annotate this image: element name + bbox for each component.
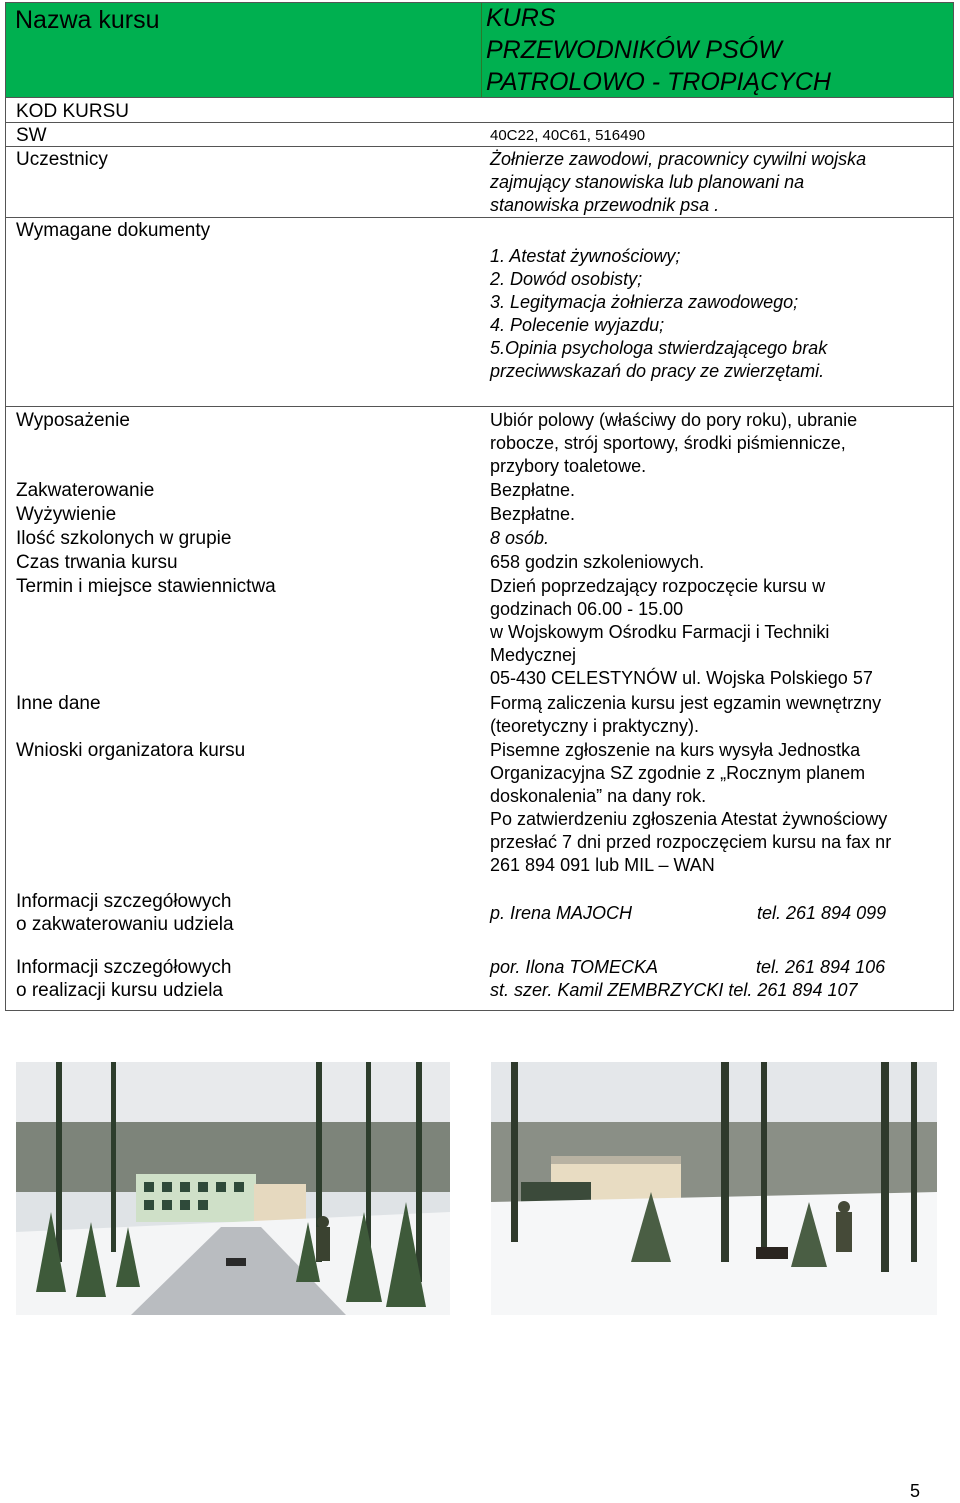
document-item: 4. Polecenie wyjazdu; bbox=[490, 315, 665, 335]
row-divider bbox=[5, 122, 954, 123]
requests-line: 261 894 091 lub MIL – WAN bbox=[490, 855, 715, 875]
equipment-value bbox=[490, 409, 857, 478]
course-info-line: Informacji szczegółowych bbox=[16, 957, 232, 978]
row-divider bbox=[5, 217, 954, 218]
requests-line bbox=[490, 762, 891, 785]
accommodation-info-label bbox=[16, 890, 234, 936]
course-name-cell bbox=[6, 3, 482, 97]
sw-value: 40C22, 40C61, 516490 bbox=[490, 127, 646, 144]
course-title-line: PRZEWODNIKÓW PSÓW bbox=[486, 36, 782, 64]
date-place-line: w Wojskowym Ośrodku Farmacji i Techniki bbox=[490, 622, 830, 642]
required-documents-list bbox=[490, 245, 827, 383]
accommodation-info-line: o zakwaterowaniu udziela bbox=[16, 914, 234, 935]
accommodation-contact bbox=[490, 902, 886, 925]
course-contacts bbox=[490, 956, 885, 1002]
document-item: przeciwwskazań do pracy ze zwierzętami. bbox=[490, 361, 825, 381]
requests-text: Organizacyjna SZ zgodnie z bbox=[490, 763, 721, 783]
row-divider bbox=[5, 406, 954, 407]
training-photo-forest bbox=[491, 1062, 937, 1315]
course-title bbox=[486, 2, 831, 98]
contact-row bbox=[490, 979, 885, 1002]
participants-value bbox=[490, 148, 866, 217]
sw-label: SW bbox=[16, 125, 47, 146]
other-data-value bbox=[490, 692, 881, 738]
requests-text: na dany rok. bbox=[602, 786, 707, 806]
document-item: 2. Dowód osobisty; bbox=[490, 269, 643, 289]
requests-line: przesłać 7 dni przed rozpoczęciem kursu na fax nr bbox=[490, 832, 892, 852]
other-data-line: (teoretyczny i praktyczny). bbox=[490, 716, 700, 736]
required-documents-label: Wymagane dokumenty bbox=[16, 220, 211, 241]
course-info-line: o realizacji kursu udziela bbox=[16, 980, 223, 1001]
date-place-line: 05-430 CELESTYNÓW ul. Wojska Polskiego 57 bbox=[490, 668, 873, 688]
participants-line: stanowiska przewodnik psa . bbox=[490, 195, 720, 215]
row-divider bbox=[5, 146, 954, 147]
requests-line bbox=[490, 785, 891, 808]
annual-plan-ref: „Rocznym planem bbox=[720, 763, 866, 783]
date-place-line: Dzień poprzedzający rozpoczęcie kursu w bbox=[490, 576, 826, 596]
course-info-label bbox=[16, 956, 231, 1002]
participants-label: Uczestnicy bbox=[16, 149, 108, 170]
requests-line: Pisemne zgłoszenie na kurs wysyła Jednostka bbox=[490, 740, 861, 760]
group-size-value: 8 osób. bbox=[490, 528, 550, 548]
contact-row bbox=[490, 956, 885, 979]
page-number: 5 bbox=[910, 1481, 921, 1501]
annual-plan-ref: doskonalenia” bbox=[490, 786, 603, 806]
date-place-label: Termin i miejsce stawiennictwa bbox=[16, 576, 276, 597]
date-place-line: Medycznej bbox=[490, 645, 577, 665]
training-photo-path bbox=[16, 1062, 450, 1315]
equipment-line: robocze, strój sportowy, środki piśmiennicze, bbox=[490, 433, 846, 453]
course-title-line: KURS bbox=[486, 4, 556, 32]
contact-name: por. Ilona TOMECKA bbox=[490, 957, 659, 977]
duration-value: 658 godzin szkoleniowych. bbox=[490, 552, 705, 572]
contact-name: p. Irena MAJOCH bbox=[490, 903, 633, 923]
course-title-line: PATROLOWO - TROPIĄCYCH bbox=[486, 68, 831, 96]
participants-line: zajmujący stanowiska lub planowani na bbox=[490, 172, 805, 192]
accommodation-info-line: Informacji szczegółowych bbox=[16, 891, 232, 912]
accommodation-value: Bezpłatne. bbox=[490, 480, 576, 500]
equipment-line: przybory toaletowe. bbox=[490, 456, 647, 476]
duration-label: Czas trwania kursu bbox=[16, 552, 178, 573]
date-place-line: godzinach 06.00 - 15.00 bbox=[490, 599, 684, 619]
participants-line: Żołnierze zawodowi, pracownicy cywilni wojska bbox=[490, 149, 867, 169]
contact-phone: tel. 261 894 106 bbox=[756, 957, 886, 977]
other-data-label: Inne dane bbox=[16, 693, 101, 714]
catering-label: Wyżywienie bbox=[16, 504, 117, 525]
equipment-label: Wyposażenie bbox=[16, 410, 130, 431]
requests-line: Po zatwierdzeniu zgłoszenia Atestat żywnościowy bbox=[490, 809, 888, 829]
course-code-label: KOD KURSU bbox=[16, 101, 129, 122]
other-data-line: Formą zaliczenia kursu jest egzamin wewnętrzny bbox=[490, 693, 882, 713]
organizer-requests-label: Wnioski organizatora kursu bbox=[16, 740, 246, 761]
document-item: 1. Atestat żywnościowy; bbox=[490, 246, 681, 266]
equipment-line: Ubiór polowy (właściwy do pory roku), ubranie bbox=[490, 410, 858, 430]
contact-name: st. szer. Kamil ZEMBRZYCKI bbox=[490, 980, 724, 1000]
document-item: 5.Opinia psychologa stwierdzającego brak bbox=[490, 338, 828, 358]
contact-phone: tel. 261 894 107 bbox=[728, 980, 858, 1000]
accommodation-label: Zakwaterowanie bbox=[16, 480, 155, 501]
organizer-requests-value bbox=[490, 739, 891, 877]
catering-value: Bezpłatne. bbox=[490, 504, 576, 524]
document-item: 3. Legitymacja żołnierza zawodowego; bbox=[490, 292, 799, 312]
group-size-label: Ilość szkolonych w grupie bbox=[16, 528, 232, 549]
course-name-label: Nazwa kursu bbox=[15, 6, 160, 34]
date-place-value bbox=[490, 575, 873, 690]
contact-phone: tel. 261 894 099 bbox=[757, 903, 887, 923]
